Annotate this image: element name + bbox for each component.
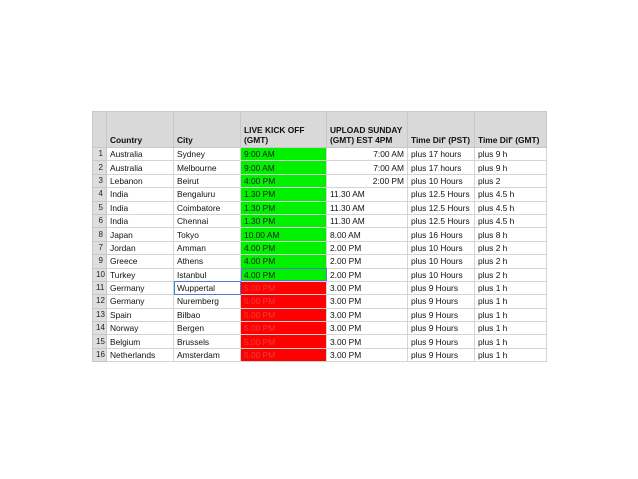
cell-live-kick-off[interactable]: 5.00 PM (241, 348, 327, 361)
cell-upload-sunday[interactable]: 3.00 PM (327, 335, 408, 348)
cell-country[interactable]: India (107, 214, 174, 227)
cell-time-diff-gmt[interactable]: plus 1 h (475, 322, 547, 335)
row-number[interactable]: 9 (93, 255, 107, 268)
table-row (93, 348, 547, 361)
cell-time-diff-pst[interactable]: plus 9 Hours (408, 281, 475, 294)
cell-live-kick-off[interactable]: 9:00 AM (241, 161, 327, 174)
table-row (93, 214, 547, 227)
table-row (93, 174, 547, 187)
cell-country[interactable]: Lebanon (107, 174, 174, 187)
row-number[interactable]: 3 (93, 174, 107, 187)
cell-time-diff-pst[interactable]: plus 10 Hours (408, 255, 475, 268)
cell-country[interactable]: Jordan (107, 241, 174, 254)
cell-country[interactable]: India (107, 201, 174, 214)
cell-live-kick-off[interactable]: 5.00 PM (241, 281, 327, 294)
cell-city[interactable]: Wuppertal (174, 281, 241, 294)
cell-time-diff-gmt[interactable]: plus 1 h (475, 348, 547, 361)
cell-upload-sunday[interactable]: 2.00 PM (327, 241, 408, 254)
cell-city[interactable]: Bergen (174, 322, 241, 335)
cell-time-diff-gmt[interactable]: plus 4.5 h (475, 214, 547, 227)
cell-time-diff-pst[interactable]: plus 10 Hours (408, 241, 475, 254)
cell-city[interactable]: Athens (174, 255, 241, 268)
cell-time-diff-pst[interactable]: plus 9 Hours (408, 308, 475, 321)
cell-country[interactable]: Australia (107, 148, 174, 161)
row-number[interactable]: 15 (93, 335, 107, 348)
cell-city[interactable]: Sydney (174, 148, 241, 161)
cell-upload-sunday[interactable]: 11.30 AM (327, 188, 408, 201)
row-header-corner[interactable] (93, 112, 107, 148)
cell-upload-sunday[interactable]: 2.00 PM (327, 255, 408, 268)
row-number[interactable]: 4 (93, 188, 107, 201)
cell-city[interactable]: Nuremberg (174, 295, 241, 308)
spreadsheet (92, 111, 546, 367)
column-header-time-diff-gmt[interactable]: Time Dif' (GMT) (475, 112, 547, 148)
row-number[interactable]: 6 (93, 214, 107, 227)
cell-upload-sunday[interactable]: 11.30 AM (327, 201, 408, 214)
table-row (93, 188, 547, 201)
cell-country[interactable]: Germany (107, 295, 174, 308)
cell-live-kick-off[interactable]: 1.30 PM (241, 188, 327, 201)
row-number[interactable]: 7 (93, 241, 107, 254)
table-row (93, 148, 547, 161)
cell-upload-sunday[interactable]: 3.00 PM (327, 295, 408, 308)
row-number[interactable]: 16 (93, 348, 107, 361)
cell-live-kick-off[interactable]: 1.30 PM (241, 214, 327, 227)
table-row (93, 255, 547, 268)
table-row (93, 281, 547, 294)
cell-time-diff-gmt[interactable]: plus 9 h (475, 148, 547, 161)
cell-time-diff-pst[interactable]: plus 17 hours (408, 161, 475, 174)
row-number[interactable]: 12 (93, 295, 107, 308)
cell-time-diff-gmt[interactable]: plus 4.5 h (475, 188, 547, 201)
cell-country[interactable]: Japan (107, 228, 174, 241)
cell-time-diff-pst[interactable]: plus 9 Hours (408, 322, 475, 335)
cell-live-kick-off[interactable]: 5.00 PM (241, 335, 327, 348)
cell-time-diff-gmt[interactable]: plus 2 h (475, 255, 547, 268)
cell-city[interactable]: Tokyo (174, 228, 241, 241)
cell-city[interactable]: Coimbatore (174, 201, 241, 214)
cell-country[interactable]: Australia (107, 161, 174, 174)
row-number[interactable]: 2 (93, 161, 107, 174)
cell-upload-sunday[interactable]: 3.00 PM (327, 281, 408, 294)
cell-city[interactable]: Bengaluru (174, 188, 241, 201)
cell-time-diff-pst[interactable]: plus 10 Hours (408, 174, 475, 187)
cell-country[interactable]: Turkey (107, 268, 174, 281)
cell-city[interactable]: Istanbul (174, 268, 241, 281)
column-header-city[interactable]: City (174, 112, 241, 148)
cell-country[interactable]: Norway (107, 322, 174, 335)
cell-time-diff-pst[interactable]: plus 10 Hours (408, 268, 475, 281)
table-row (93, 295, 547, 308)
cell-time-diff-gmt[interactable]: plus 9 h (475, 161, 547, 174)
table-row (93, 308, 547, 321)
cell-city[interactable]: Chennai (174, 214, 241, 227)
cell-time-diff-gmt[interactable]: plus 4.5 h (475, 201, 547, 214)
cell-time-diff-gmt[interactable]: plus 2 (475, 174, 547, 187)
cell-upload-sunday[interactable]: 7:00 AM (327, 161, 408, 174)
row-number[interactable]: 13 (93, 308, 107, 321)
cell-upload-sunday[interactable]: 7:00 AM (327, 148, 408, 161)
cell-city[interactable]: Bilbao (174, 308, 241, 321)
cell-upload-sunday[interactable]: 3.00 PM (327, 322, 408, 335)
cell-city[interactable]: Brussels (174, 335, 241, 348)
cell-city[interactable]: Melbourne (174, 161, 241, 174)
cell-time-diff-pst[interactable]: plus 16 Hours (408, 228, 475, 241)
cell-time-diff-gmt[interactable]: plus 1 h (475, 281, 547, 294)
cell-live-kick-off[interactable]: 4:00 PM (241, 174, 327, 187)
row-number[interactable]: 10 (93, 268, 107, 281)
cell-time-diff-pst[interactable]: plus 9 Hours (408, 335, 475, 348)
cell-live-kick-off[interactable]: 4.00 PM (241, 268, 327, 281)
cell-live-kick-off[interactable]: 5.00 PM (241, 322, 327, 335)
cell-country[interactable]: Spain (107, 308, 174, 321)
cell-country[interactable]: India (107, 188, 174, 201)
cell-time-diff-pst[interactable]: plus 9 Hours (408, 295, 475, 308)
table-row (93, 322, 547, 335)
cell-city[interactable]: Amsterdam (174, 348, 241, 361)
cell-live-kick-off[interactable]: 10.00 AM (241, 228, 327, 241)
column-header-country[interactable]: Country (107, 112, 174, 148)
cell-live-kick-off[interactable]: 5.00 PM (241, 295, 327, 308)
cell-time-diff-gmt[interactable]: plus 1 h (475, 295, 547, 308)
cell-upload-sunday[interactable]: 11.30 AM (327, 214, 408, 227)
table-row (93, 241, 547, 254)
table-row (93, 335, 547, 348)
table-body (93, 148, 547, 362)
cell-live-kick-off[interactable]: 9:00 AM (241, 148, 327, 161)
cell-time-diff-gmt[interactable]: plus 1 h (475, 308, 547, 321)
table-row (93, 161, 547, 174)
cell-upload-sunday[interactable]: 2.00 PM (327, 268, 408, 281)
row-number[interactable]: 8 (93, 228, 107, 241)
cell-upload-sunday[interactable]: 8.00 AM (327, 228, 408, 241)
cell-city[interactable]: Beirut (174, 174, 241, 187)
cell-time-diff-gmt[interactable]: plus 8 h (475, 228, 547, 241)
cell-time-diff-gmt[interactable]: plus 1 h (475, 335, 547, 348)
cell-time-diff-pst[interactable]: plus 12.5 Hours (408, 201, 475, 214)
cell-country[interactable]: Netherlands (107, 348, 174, 361)
cell-live-kick-off[interactable]: 1.30 PM (241, 201, 327, 214)
row-number[interactable]: 14 (93, 322, 107, 335)
column-header-live-kick-off[interactable]: LIVE KICK OFF (GMT) (241, 112, 327, 148)
cell-live-kick-off[interactable]: 4.00 PM (241, 255, 327, 268)
column-header-time-diff-pst[interactable]: Time Dif' (PST) (408, 112, 475, 148)
table-row (93, 228, 547, 241)
cell-upload-sunday[interactable]: 3.00 PM (327, 308, 408, 321)
header-row (93, 112, 547, 148)
cell-country[interactable]: Greece (107, 255, 174, 268)
cell-time-diff-gmt[interactable]: plus 2 h (475, 268, 547, 281)
cell-time-diff-pst[interactable]: plus 17 hours (408, 148, 475, 161)
table-row (93, 201, 547, 214)
cell-country[interactable]: Belgium (107, 335, 174, 348)
cell-time-diff-gmt[interactable]: plus 2 h (475, 241, 547, 254)
cell-time-diff-pst[interactable]: plus 12.5 Hours (408, 188, 475, 201)
cell-country[interactable]: Germany (107, 281, 174, 294)
row-number[interactable]: 11 (93, 281, 107, 294)
cell-city[interactable]: Amman (174, 241, 241, 254)
row-number[interactable]: 5 (93, 201, 107, 214)
cell-upload-sunday[interactable]: 3.00 PM (327, 348, 408, 361)
cell-live-kick-off[interactable]: 4.00 PM (241, 241, 327, 254)
row-number[interactable]: 1 (93, 148, 107, 161)
cell-time-diff-pst[interactable]: plus 9 Hours (408, 348, 475, 361)
table-row (93, 268, 547, 281)
schedule-table (92, 111, 547, 362)
column-header-upload-sunday[interactable]: UPLOAD SUNDAY (GMT) EST 4PM (327, 112, 408, 148)
cell-time-diff-pst[interactable]: plus 12.5 Hours (408, 214, 475, 227)
cell-live-kick-off[interactable]: 5.00 PM (241, 308, 327, 321)
cell-upload-sunday[interactable]: 2:00 PM (327, 174, 408, 187)
